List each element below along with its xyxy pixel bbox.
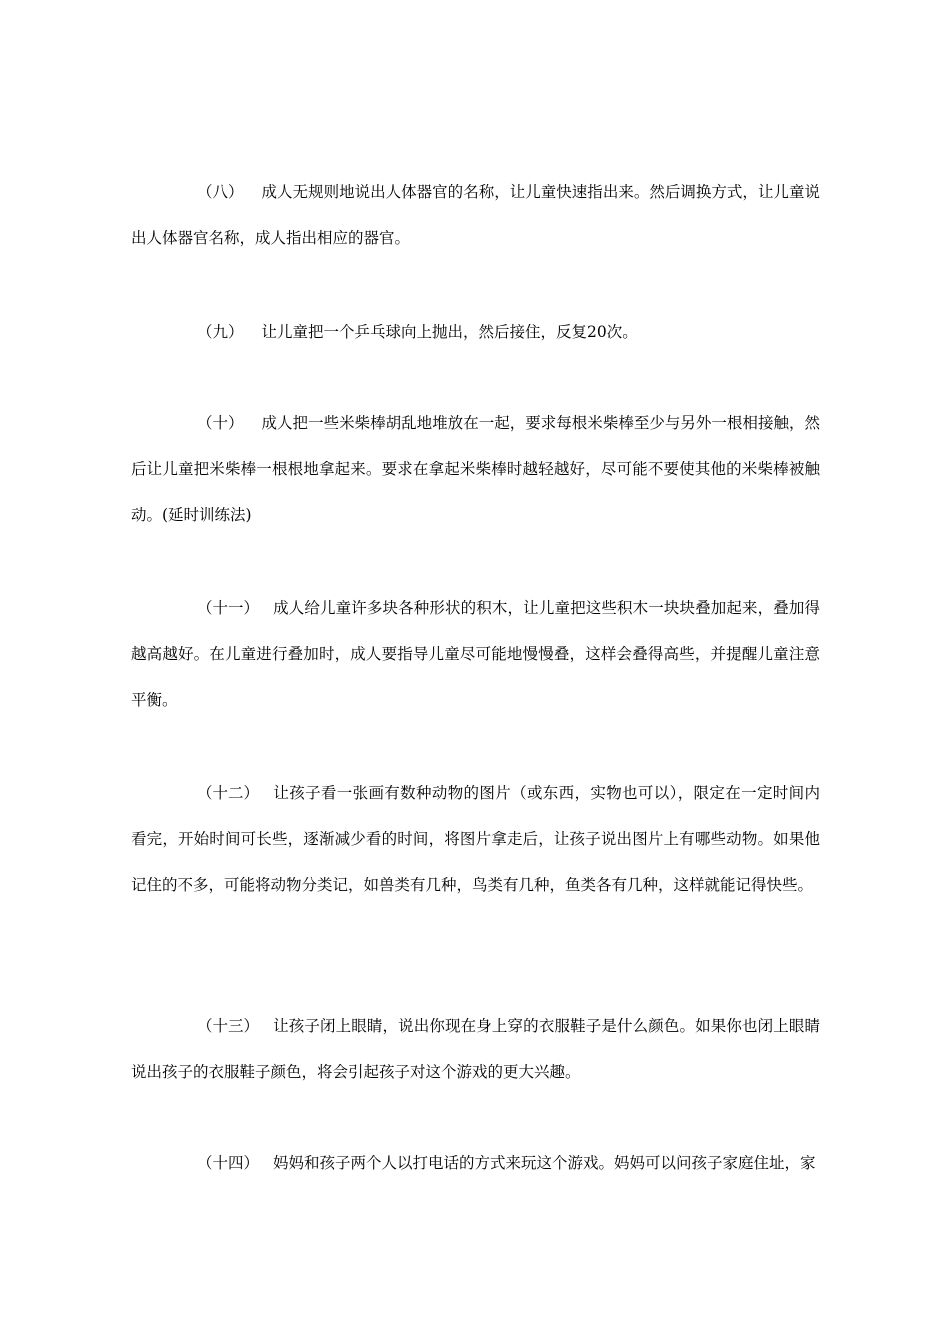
paragraph-number: （十三） bbox=[197, 1017, 260, 1035]
paragraph-text: 成人无规则地说出人体器官的名称，让儿童快速指出来。然后调换方式，让儿童说出人体器官名称，成人指出相应的器官。 bbox=[131, 183, 820, 247]
paragraph-number: （十一） bbox=[197, 599, 260, 617]
paragraph-9 bbox=[131, 309, 820, 355]
paragraph-11 bbox=[131, 585, 820, 723]
paragraph-14 bbox=[131, 1140, 820, 1186]
paragraph-number: （八） bbox=[197, 183, 244, 201]
paragraph-number: （十） bbox=[197, 414, 244, 432]
paragraph-text: 让儿童把一个乒乓球向上抛出，然后接住，反复20次。 bbox=[261, 323, 638, 341]
paragraph-text: 成人给儿童许多块各种形状的积木，让儿童把这些积木一块块叠加起来，叠加得越高越好。在儿童进行叠加时，成人要指导儿童尽可能地慢慢叠，这样会叠得高些，并提醒儿童注意平衡。 bbox=[131, 599, 820, 709]
paragraph-number: （十四） bbox=[197, 1154, 260, 1172]
paragraph-number: （十二） bbox=[197, 784, 260, 802]
paragraph-13 bbox=[131, 1003, 820, 1095]
paragraph-number: （九） bbox=[197, 323, 244, 341]
paragraph-text: 成人把一些米柴棒胡乱地堆放在一起，要求每根米柴棒至少与另外一根相接触，然后让儿童把米柴棒一根根地拿起来。要求在拿起米柴棒时越轻越好，尽可能不要使其他的米柴棒被触动。(延时训练法) bbox=[131, 414, 820, 524]
paragraph-10 bbox=[131, 400, 820, 538]
paragraph-12 bbox=[131, 770, 820, 908]
paragraph-text: 让孩子闭上眼睛，说出你现在身上穿的衣服鞋子是什么颜色。如果你也闭上眼睛说出孩子的衣服鞋子颜色，将会引起孩子对这个游戏的更大兴趣。 bbox=[131, 1017, 820, 1081]
paragraph-text: 让孩子看一张画有数种动物的图片（或东西，实物也可以），限定在一定时间内看完，开始时间可长些，逐渐减少看的时间，将图片拿走后，让孩子说出图片上有哪些动物。如果他记住的不多，可能将动物分类记，如兽类有几种，鸟类有几种，鱼类各有几种，这样就能记得快些。 bbox=[131, 784, 820, 894]
paragraph-text: 妈妈和孩子两个人以打电话的方式来玩这个游戏。妈妈可以问孩子家庭住址，家 bbox=[273, 1154, 816, 1172]
paragraph-8 bbox=[131, 169, 820, 261]
